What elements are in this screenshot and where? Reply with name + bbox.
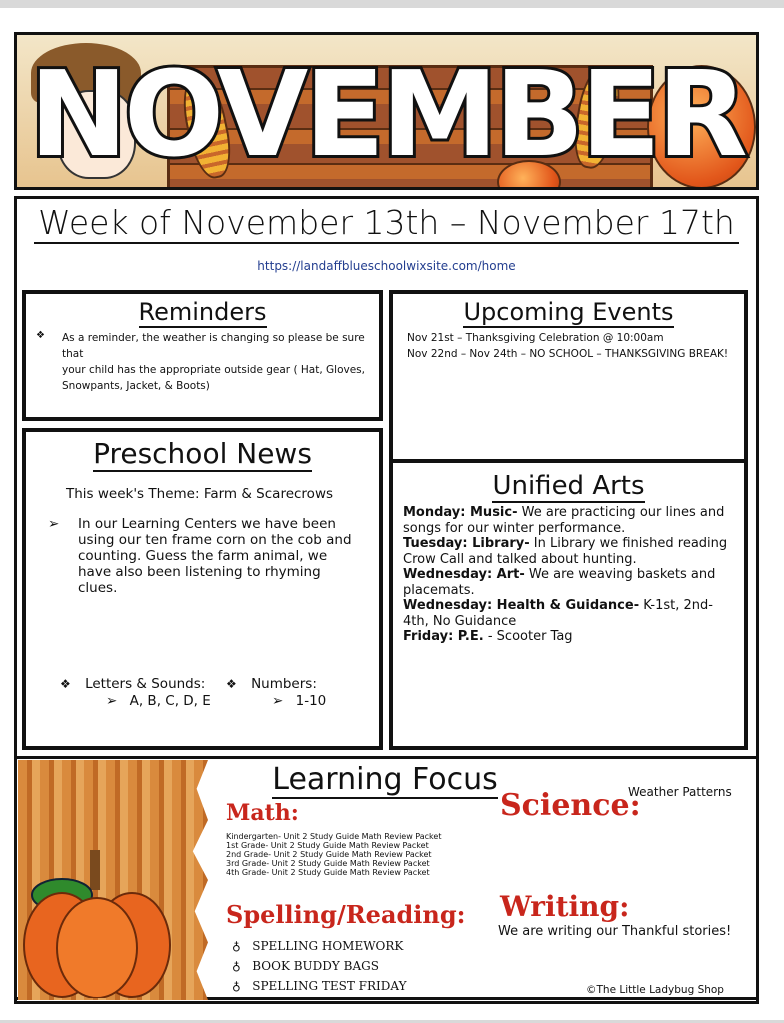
ua-wednesday-health: Wednesday: Health & Guidance- K-1st, 2nd-4th, No Guidance	[403, 598, 713, 629]
theme-line: This week's Theme: Farm & Scarecrows	[66, 486, 334, 502]
arrow-bullet-icon: ➢	[48, 516, 60, 532]
event-item: Nov 22nd – Nov 24th – NO SCHOOL – THANKSGIVING BREAK!	[407, 348, 729, 360]
diamond-bullet-icon: ❖	[60, 677, 71, 691]
reminders-title: Reminders	[138, 298, 267, 326]
math-item: 3rd Grade- Unit 2 Study Guide Math Review Packet	[226, 859, 430, 868]
website-link[interactable]: https://landaffblueschoolwixsite.com/home	[257, 259, 516, 273]
writing-text: We are writing our Thankful stories!	[498, 924, 732, 939]
writing-title: Writing:	[500, 890, 630, 923]
science-text: Weather Patterns	[628, 785, 732, 799]
arrow-bullet-icon: ➢	[272, 693, 284, 709]
spelling-list	[232, 936, 407, 996]
math-title: Math:	[226, 800, 299, 826]
preschool-news-box	[22, 428, 383, 750]
upcoming-events-box	[389, 290, 748, 464]
month-title: NOVEMBER	[29, 45, 744, 183]
math-item: 1st Grade- Unit 2 Study Guide Math Review Packet	[226, 841, 429, 850]
math-item: Kindergarten- Unit 2 Study Guide Math Review Packet	[226, 832, 442, 841]
ua-friday: Friday: P.E. - Scooter Tag	[403, 629, 573, 644]
letters-sounds: ❖ Letters & Sounds: ➢ A, B, C, D, E	[60, 676, 211, 709]
header-banner	[14, 32, 759, 190]
week-heading: Week of November 13th – November 17th	[14, 203, 759, 242]
spelling-item: ♁ SPELLING HOMEWORK	[232, 939, 404, 953]
apple-bullet-icon: ♁	[232, 959, 241, 973]
spelling-item: ♁ BOOK BUDDY BAGS	[232, 959, 379, 973]
unified-arts-box	[389, 459, 748, 750]
events-title: Upcoming Events	[463, 298, 674, 326]
diamond-bullet-icon: ❖	[36, 330, 45, 341]
reminders-box	[22, 290, 383, 421]
math-item: 4th Grade- Unit 2 Study Guide Math Review Packet	[226, 868, 430, 877]
event-item: Nov 21st – Thanksgiving Celebration @ 10:00am	[407, 332, 664, 344]
preschool-title: Preschool News	[93, 437, 312, 470]
reminder-line: As a reminder, the weather is changing so please be sure that	[62, 332, 365, 360]
math-list	[226, 832, 496, 877]
ua-wednesday-art: Wednesday: Art- We are weaving baskets and placemats.	[403, 567, 716, 598]
unified-arts-title: Unified Arts	[492, 471, 645, 501]
spelling-item: ♁ SPELLING TEST FRIDAY	[232, 979, 407, 993]
ua-tuesday: Tuesday: Library- In Library we finished reading Crow Call and talked about hunting.	[403, 536, 728, 567]
diamond-bullet-icon: ❖	[226, 677, 237, 691]
apple-bullet-icon: ♁	[232, 979, 241, 993]
arrow-bullet-icon: ➢	[106, 693, 118, 709]
ua-monday: Monday: Music- We are practicing our lines and songs for our winter performance.	[403, 505, 725, 536]
pumpkin-illustration	[22, 850, 172, 998]
spelling-title: Spelling/Reading:	[226, 900, 466, 929]
learning-focus-title: Learning Focus	[272, 762, 498, 797]
credit-text: ©The Little Ladybug Shop	[586, 984, 724, 996]
centers-paragraph: ➢ In our Learning Centers we have been using our ten frame corn on the cob and counting. Guess the farm animal, we have also been listening to rhyming clues.	[48, 516, 352, 596]
apple-bullet-icon: ♁	[232, 939, 241, 953]
science-title: Science:	[500, 788, 641, 823]
numbers: ❖ Numbers: ➢ 1-10	[226, 676, 327, 709]
math-item: 2nd Grade- Unit 2 Study Guide Math Review Packet	[226, 850, 432, 859]
reminder-line: your child has the appropriate outside gear ( Hat, Gloves,	[62, 364, 365, 376]
reminder-line: Snowpants, Jacket, & Boots)	[62, 380, 210, 392]
